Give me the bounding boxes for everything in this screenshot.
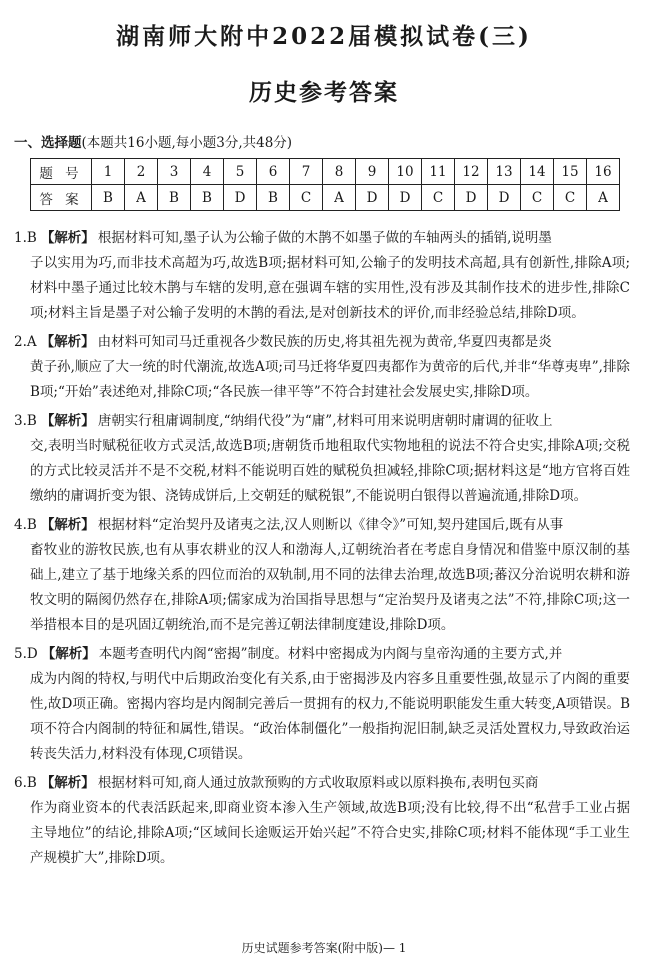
question-answer-number: 2.A [14, 334, 37, 350]
page-subtitle: 历史参考答案 [249, 79, 399, 106]
question-answer-number: 1.B [14, 230, 37, 246]
answer-table [30, 158, 620, 211]
answer-label: 答 案 [31, 185, 92, 211]
question-number-cell: 12 [455, 159, 488, 185]
answer-cell: D [488, 185, 521, 211]
question-number-cell: 1 [92, 159, 125, 185]
answer-cell: A [587, 185, 620, 211]
explanation-text: 畜牧业的游牧民族,也有从事农耕业的汉人和渤海人,辽朝统治者在考虑自身情况和借鉴中原汉制的基础上,建立了基于地缘关系的四位而治的双轨制,用不同的法律去治理,故选B项;蕃汉分治说明农耕和游牧文明的隔阂仍然存在,排除A项;儒家成为治国指导思想与“定治契丹及诸夷之法”不符,排除C项;这一举措根本目的是巩固辽朝统治,而不是完善辽朝法律制度建设,排除D项。 [30, 542, 630, 633]
question-number-cell: 8 [323, 159, 356, 185]
answer-cell: A [323, 185, 356, 211]
answer-cell: B [92, 185, 125, 211]
explanation-first-line: 根据材料可知,商人通过放款预购的方式收取原料或以原料换布,表明包买商 [97, 775, 539, 791]
question-number-row [31, 159, 620, 185]
answer-cell: B [158, 185, 191, 211]
answer-cell: D [389, 185, 422, 211]
explanation-first-line: 根据材料“定治契丹及诸夷之法,汉人则断以《律令》”可知,契丹建国后,既有从事 [97, 517, 564, 533]
explanation-first-line: 根据材料可知,墨子认为公输子做的木鹊不如墨子做的车轴两头的插销,说明墨 [97, 230, 552, 246]
question-number-cell: 13 [488, 159, 521, 185]
answer-cell: D [224, 185, 257, 211]
explanation-item [14, 771, 630, 871]
explanation-first-line: 唐朝实行租庸调制度,“纳绢代役”为“庸”,材料可用来说明唐朝时庸调的征收上 [97, 413, 553, 429]
explanation-item [14, 513, 630, 638]
answer-row [31, 185, 620, 211]
analysis-tag: 【解析】 [40, 517, 95, 533]
question-number-cell: 2 [125, 159, 158, 185]
explanation-first-line: 由材料可知司马迁重视各少数民族的历史,将其祖先视为黄帝,华夏四夷都是炎 [97, 334, 552, 350]
answer-cell: C [290, 185, 323, 211]
question-number-cell: 3 [158, 159, 191, 185]
explanation-text: 成为内阁的特权,与明代中后期政治变化有关系,由于密揭涉及内容多且重要性强,故显示了内阁的重要性,故D项正确。密揭内容均是内阁制完善后一贯拥有的权力,不能说明职能发生重大转变,A项错误。B项不符合内阁制的特征和属性,错误。“政治体制僵化”一般指拘泥旧制,缺乏灵活处置权力,导致政治运转丧失活力,材料没有体现,C项错误。 [30, 671, 630, 762]
question-number-cell: 14 [521, 159, 554, 185]
section-note: (本题共16小题,每小题3分,共48分) [81, 135, 293, 151]
explanations-list [14, 226, 630, 875]
section-name: 一、选择题 [14, 135, 82, 151]
question-answer-number: 5.D [14, 646, 38, 662]
explanation-item [14, 409, 630, 509]
explanation-text: 交,表明当时赋税征收方式灵活,故选B项;唐朝货币地租取代实物地租的说法不符合史实,排除A项;交税的方式比较灵活并不是不交税,材料不能说明百姓的赋税负担减轻,排除C项;据材料这是“地方官将百姓缴纳的庸调折变为银、浇铸成饼后,上交朝廷的赋税银”,不能说明白银得以普遍流通,排除D项。 [30, 438, 630, 504]
analysis-tag: 【解析】 [40, 334, 95, 350]
analysis-tag: 【解析】 [41, 646, 96, 662]
answer-cell: D [356, 185, 389, 211]
explanation-text: 黄子孙,顺应了大一统的时代潮流,故选A项;司马迁将华夏四夷都作为黄帝的后代,并非“华尊夷卑”,排除B项;“开始”表述绝对,排除C项;“各民族一律平等”不符合封建社会发展史实,排除D项。 [30, 359, 630, 400]
section-heading [14, 131, 292, 151]
question-number-cell: 15 [554, 159, 587, 185]
explanation-item [14, 642, 630, 767]
analysis-tag: 【解析】 [40, 230, 95, 246]
question-answer-number: 6.B [14, 775, 37, 791]
explanation-text: 子以实用为巧,而非技术高超为巧,故选B项;据材料可知,公输子的发明技术高超,具有创新性,排除A项;材料中墨子通过比较木鹊与车辖的发明,意在强调车辖的实用性,没有涉及其制作技术的进步性,排除C项;材料主旨是墨子对公输子发明的木鹊的看法,是对创新技术的评价,而非经验总结,排除D项。 [30, 255, 630, 321]
answer-cell: A [125, 185, 158, 211]
explanation-item [14, 226, 630, 326]
answer-cell: C [521, 185, 554, 211]
page-footer: 历史试题参考答案(附中版)— 1 [241, 941, 407, 955]
analysis-tag: 【解析】 [40, 413, 95, 429]
answer-cell: B [257, 185, 290, 211]
answer-cell: C [422, 185, 455, 211]
question-number-cell: 6 [257, 159, 290, 185]
page-title: 湖南师大附中2022届模拟试卷(三) [116, 23, 532, 50]
answer-cell: D [455, 185, 488, 211]
question-number-cell: 9 [356, 159, 389, 185]
question-number-cell: 7 [290, 159, 323, 185]
question-answer-number: 3.B [14, 413, 37, 429]
explanation-item [14, 330, 630, 405]
answer-cell: B [191, 185, 224, 211]
explanation-first-line: 本题考查明代内阁“密揭”制度。材料中密揭成为内阁与皇帝沟通的主要方式,并 [98, 646, 563, 662]
question-number-cell: 4 [191, 159, 224, 185]
question-number-cell: 16 [587, 159, 620, 185]
question-number-cell: 11 [422, 159, 455, 185]
question-number-label: 题 号 [31, 159, 92, 185]
analysis-tag: 【解析】 [40, 775, 95, 791]
question-number-cell: 5 [224, 159, 257, 185]
answer-cell: C [554, 185, 587, 211]
question-answer-number: 4.B [14, 517, 37, 533]
explanation-text: 作为商业资本的代表活跃起来,即商业资本渗入生产领域,故选B项;没有比较,得不出“私营手工业占据主导地位”的结论,排除A项;“区域间长途贩运开始兴起”不符合史实,排除C项;材料不能体现“手工业生产规模扩大”,排除D项。 [30, 800, 630, 866]
question-number-cell: 10 [389, 159, 422, 185]
